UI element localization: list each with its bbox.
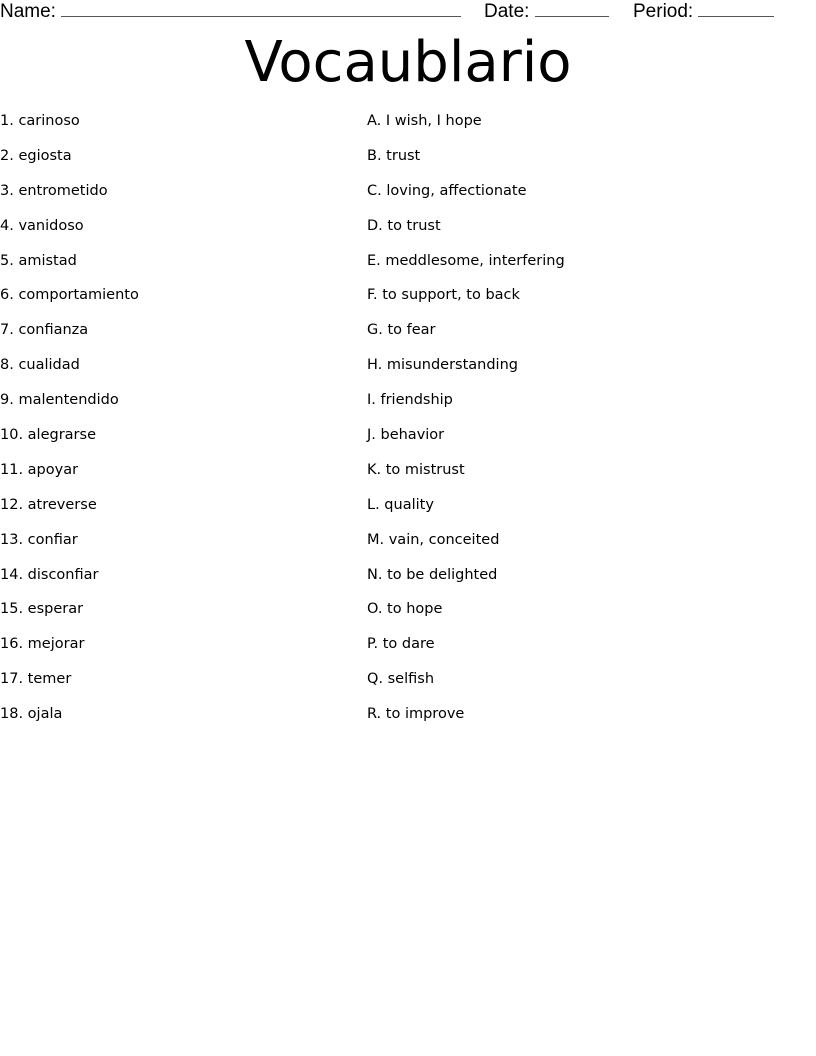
term-item: 2. egiosta	[0, 147, 72, 164]
term-item: 9. malentendido	[0, 392, 119, 409]
definition-item: P. to dare	[367, 636, 435, 653]
period-label: Period:	[633, 1, 694, 22]
term-item: 1. carinoso	[0, 113, 80, 129]
name-field[interactable]	[0, 0, 461, 23]
term-item: 7. confianza	[0, 322, 89, 339]
term-item: 17. temer	[0, 671, 72, 688]
date-field[interactable]	[484, 0, 609, 23]
definition-item: J. behavior	[367, 427, 445, 444]
term-item: 10. alegrarse	[0, 427, 96, 444]
term-item: 16. mejorar	[0, 636, 85, 653]
definition-item: F. to support, to back	[367, 287, 520, 304]
term-item: 18. ojala	[0, 706, 63, 723]
date-label: Date:	[484, 1, 530, 22]
term-item: 13. confiar	[0, 531, 78, 548]
definition-item: O. to hope	[367, 601, 443, 618]
definition-item: L. quality	[367, 496, 434, 513]
page-title: Vocaublario	[244, 30, 572, 95]
term-item: 15. esperar	[0, 601, 84, 618]
definition-item: M. vain, conceited	[367, 531, 500, 548]
definition-item: C. loving, affectionate	[367, 182, 527, 199]
definition-item: D. to trust	[367, 217, 441, 234]
term-item: 11. apoyar	[0, 461, 79, 478]
definition-item: G. to fear	[367, 322, 436, 339]
term-item: 8. cualidad	[0, 357, 80, 374]
definitions-list	[367, 104, 807, 732]
date-blank[interactable]	[535, 0, 609, 17]
period-field[interactable]	[633, 0, 774, 23]
definition-item: A. I wish, I hope	[367, 113, 482, 129]
term-item: 14. disconfiar	[0, 566, 99, 583]
definition-item: E. meddlesome, interfering	[367, 252, 565, 269]
name-blank[interactable]	[61, 0, 461, 17]
definition-item: H. misunderstanding	[367, 357, 518, 374]
terms-list	[0, 104, 340, 732]
term-item: 5. amistad	[0, 252, 77, 269]
definition-item: N. to be delighted	[367, 566, 498, 583]
name-label: Name:	[0, 1, 56, 22]
definition-item: R. to improve	[367, 706, 465, 723]
definition-item: I. friendship	[367, 392, 453, 409]
term-item: 4. vanidoso	[0, 217, 84, 234]
definition-item: B. trust	[367, 147, 421, 164]
period-blank[interactable]	[698, 0, 774, 17]
term-item: 12. atreverse	[0, 496, 97, 513]
definition-item: Q. selfish	[367, 671, 435, 688]
term-item: 6. comportamiento	[0, 287, 139, 304]
definition-item: K. to mistrust	[367, 461, 465, 478]
term-item: 3. entrometido	[0, 182, 108, 199]
